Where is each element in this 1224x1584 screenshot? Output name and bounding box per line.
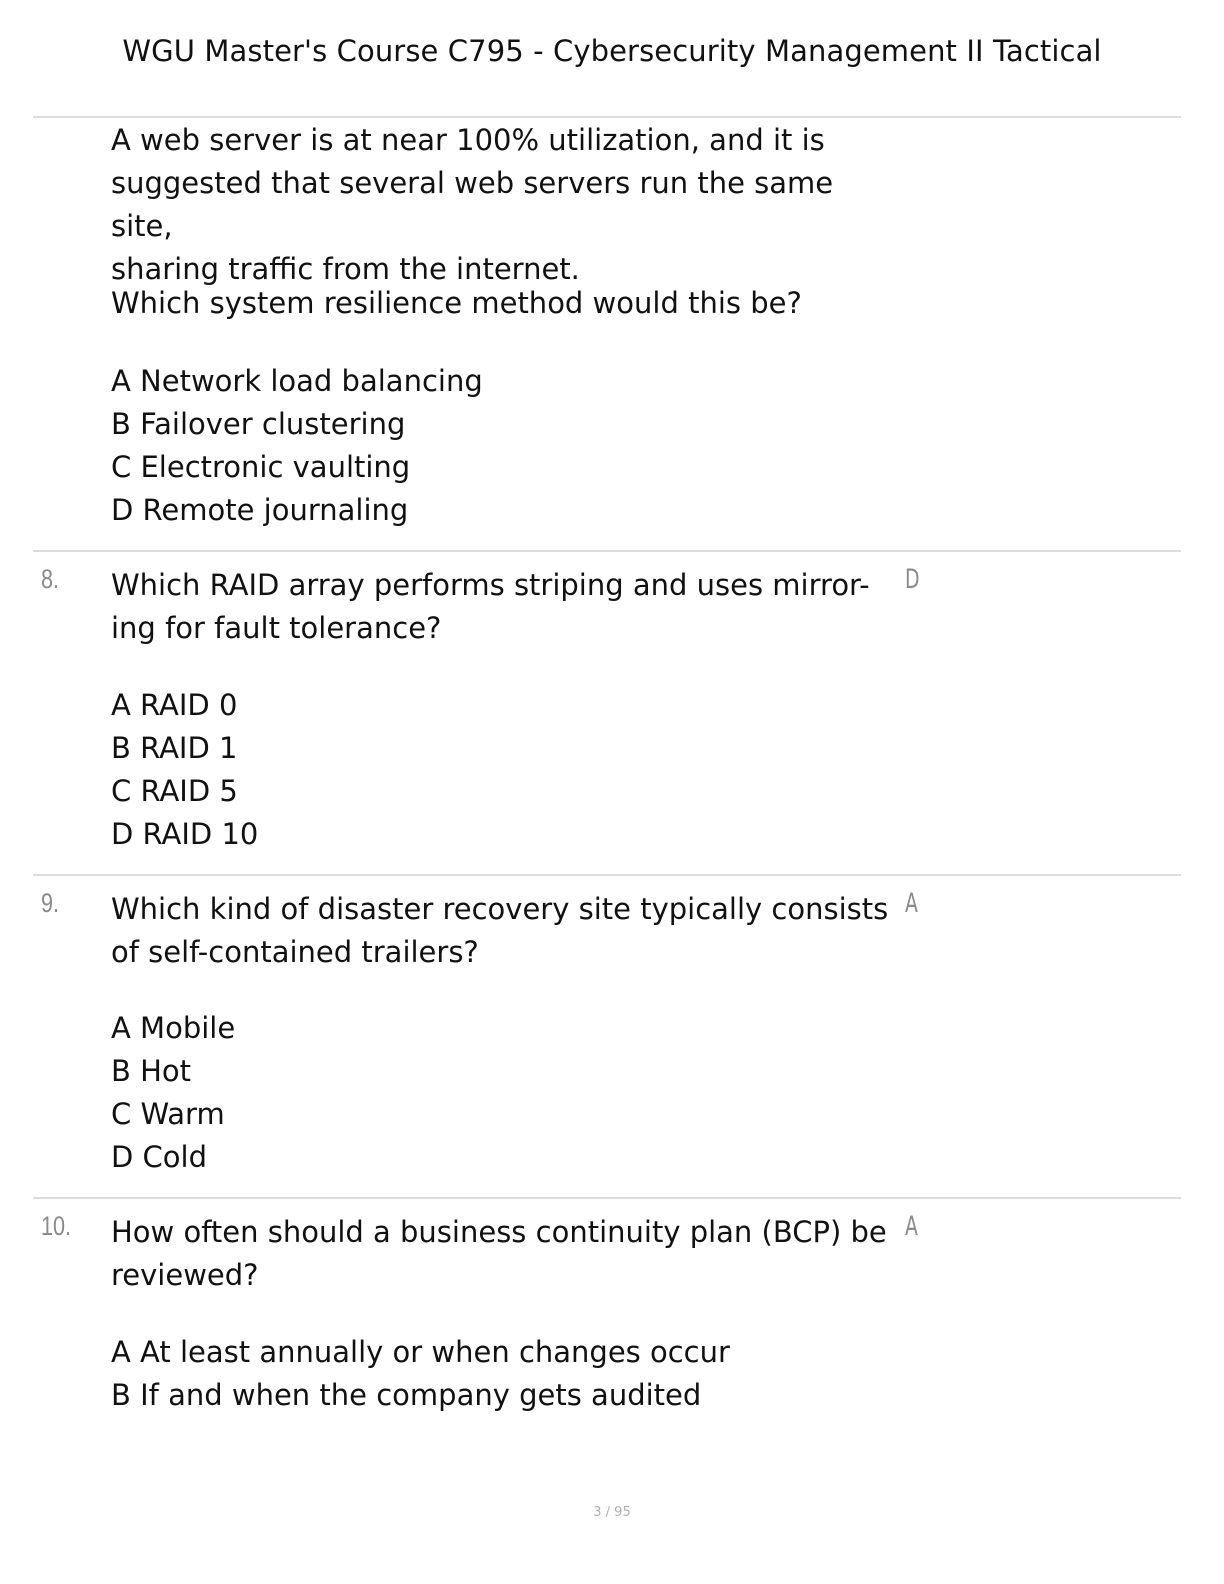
page-title: WGU Master's Course C795 - Cybersecurity Management II Tactical — [122, 34, 1102, 68]
divider — [33, 1197, 1181, 1199]
option: A Mobile — [111, 1011, 236, 1045]
answer-key: A — [905, 1211, 918, 1242]
divider — [33, 874, 1181, 876]
question-number: 10. — [41, 1211, 72, 1241]
answer-key: A — [905, 888, 918, 919]
question-text: How often should a business continuity plan (BCP) be reviewed? — [111, 1215, 887, 1292]
question-text: A web server is at near 100% utilization, and it is suggested that several web servers run the same site, sharing traffic from the internet. — [111, 123, 834, 286]
option: D Remote journaling — [111, 493, 409, 527]
divider — [33, 116, 1181, 118]
option-list — [111, 360, 911, 532]
option: D RAID 10 — [111, 817, 259, 851]
option-list — [111, 684, 911, 856]
option: A Network load balancing — [111, 364, 483, 398]
option: B Failover clustering — [111, 407, 406, 441]
option-list — [111, 1007, 911, 1179]
option: C Electronic vaulting — [111, 450, 411, 484]
page-number: 3 / 95 — [593, 1505, 631, 1520]
option: A RAID 0 — [111, 688, 238, 722]
divider — [33, 550, 1181, 552]
option: A At least annually or when changes occur — [111, 1335, 730, 1369]
option: B Hot — [111, 1054, 192, 1088]
option: C Warm — [111, 1097, 225, 1131]
option-list — [111, 1331, 911, 1417]
option: B RAID 1 — [111, 731, 238, 765]
question-number: 9. — [41, 888, 60, 918]
option: B If and when the company gets audited — [111, 1378, 702, 1412]
question-prompt: Which system resilience method would this be? — [111, 286, 802, 320]
question-text: Which RAID array performs striping and uses mirror- ing for fault tolerance? — [111, 568, 870, 645]
answer-key: D — [905, 564, 920, 595]
question-number: 8. — [41, 564, 60, 594]
option: C RAID 5 — [111, 774, 238, 808]
option: D Cold — [111, 1140, 208, 1174]
question-text: Which kind of disaster recovery site typically consists of self-contained trailers? — [111, 892, 889, 969]
